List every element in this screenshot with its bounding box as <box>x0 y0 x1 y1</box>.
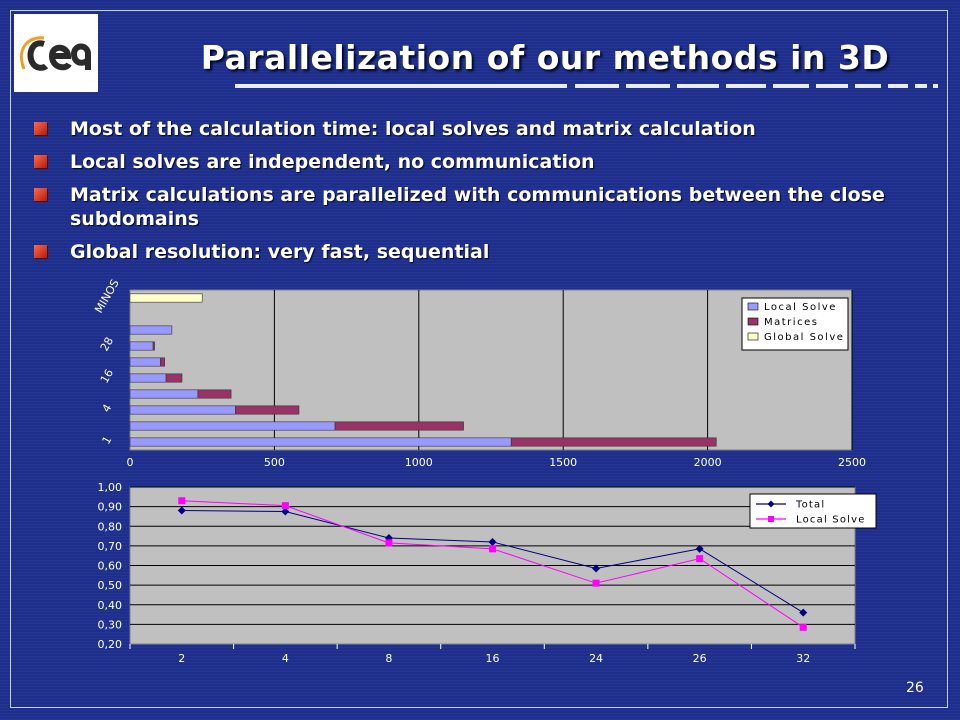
bar-segment <box>160 358 164 366</box>
bar-chart-y-tick-label: 16 <box>97 366 117 386</box>
bar-segment <box>153 342 154 350</box>
line-chart-x-tick-label: 16 <box>485 652 500 665</box>
line-point <box>489 545 496 552</box>
bar-chart-legend-swatch <box>748 318 758 325</box>
line-chart-y-tick-label: 0,60 <box>97 559 122 573</box>
bar-segment <box>335 422 464 430</box>
line-chart-x-tick-label: 2 <box>178 652 186 665</box>
line-chart-legend-label: Total <box>796 499 826 511</box>
line-chart-y-tick-label: 1,00 <box>97 481 122 494</box>
bar-segment <box>130 438 511 446</box>
bar-chart-x-tick-label: 1500 <box>549 456 578 469</box>
bar-chart-legend-label: Local Solve <box>764 302 837 313</box>
line-point <box>593 580 600 587</box>
bar-chart-x-tick-label: 2500 <box>838 456 866 469</box>
page-number: 26 <box>906 680 924 696</box>
line-chart-legend-label: Local Solve <box>796 514 866 526</box>
bar-chart-legend-swatch <box>748 303 758 310</box>
bar-chart-x-tick-label: 2000 <box>693 456 722 469</box>
line-chart-y-tick-label: 0,40 <box>97 598 122 612</box>
bar-segment <box>130 390 198 398</box>
bar-segment <box>235 406 299 414</box>
bullet-text: Most of the calculation time: local solves and matrix calculation <box>70 118 756 140</box>
bar-segment <box>130 374 166 382</box>
bullet-text: Global resolution: very fast, sequential <box>70 241 490 263</box>
line-chart-x-tick-label: 32 <box>796 652 811 665</box>
bullet-text: Matrix calculations are parallelized with communications between the close subdomains <box>70 184 885 230</box>
slide-title: Parallelization of our methods in 3D <box>200 38 890 77</box>
bullet-text: Local solves are independent, no communication <box>70 151 595 173</box>
line-chart-x-tick-label: 4 <box>281 652 289 665</box>
bar-chart-y-tick-label: 1 <box>99 433 115 447</box>
line-chart-x-tick-label: 24 <box>589 652 604 665</box>
bar-segment <box>130 294 202 302</box>
bar-segment <box>130 422 335 430</box>
line-chart-y-tick-label: 0,90 <box>97 500 122 514</box>
bar-segment <box>511 438 716 446</box>
bar-chart-y-tick-label: MINOS <box>92 277 122 316</box>
line-chart-y-tick-label: 0,70 <box>97 539 122 553</box>
line-point <box>696 555 703 562</box>
bar-segment <box>130 326 172 334</box>
line-chart-y-tick-label: 0,50 <box>97 579 122 593</box>
line-chart-y-tick-label: 0,30 <box>97 618 122 632</box>
bar-chart-y-tick-label: 4 <box>99 401 115 415</box>
bar-chart-y-tick-label: 28 <box>97 334 117 354</box>
line-point <box>385 539 392 546</box>
line-point <box>282 502 289 509</box>
bar-segment <box>130 358 160 366</box>
line-chart-legend <box>750 494 876 528</box>
bar-chart-x-tick-label: 1000 <box>404 456 433 469</box>
line-chart-x-tick-label: 8 <box>385 652 393 665</box>
line-chart-y-tick-label: 0,80 <box>97 520 122 534</box>
line-point <box>178 497 185 504</box>
bar-chart-x-tick-label: 0 <box>126 456 134 469</box>
bar-chart-legend-swatch <box>748 333 758 340</box>
bar-chart-legend <box>742 298 848 350</box>
bar-segment <box>198 390 231 398</box>
bar-segment <box>130 342 153 350</box>
line-chart-x-tick-label: 26 <box>692 652 707 665</box>
bar-chart-legend-label: Matrices <box>764 317 819 328</box>
bar-segment <box>166 374 182 382</box>
bar-chart-x-tick-label: 500 <box>263 456 285 469</box>
bar-chart-legend-label: Global Solve <box>764 332 845 343</box>
line-chart-y-tick-label: 0,20 <box>97 638 122 651</box>
line-chart-legend-marker <box>768 516 774 522</box>
line-point <box>800 624 807 631</box>
bar-segment <box>130 406 235 414</box>
